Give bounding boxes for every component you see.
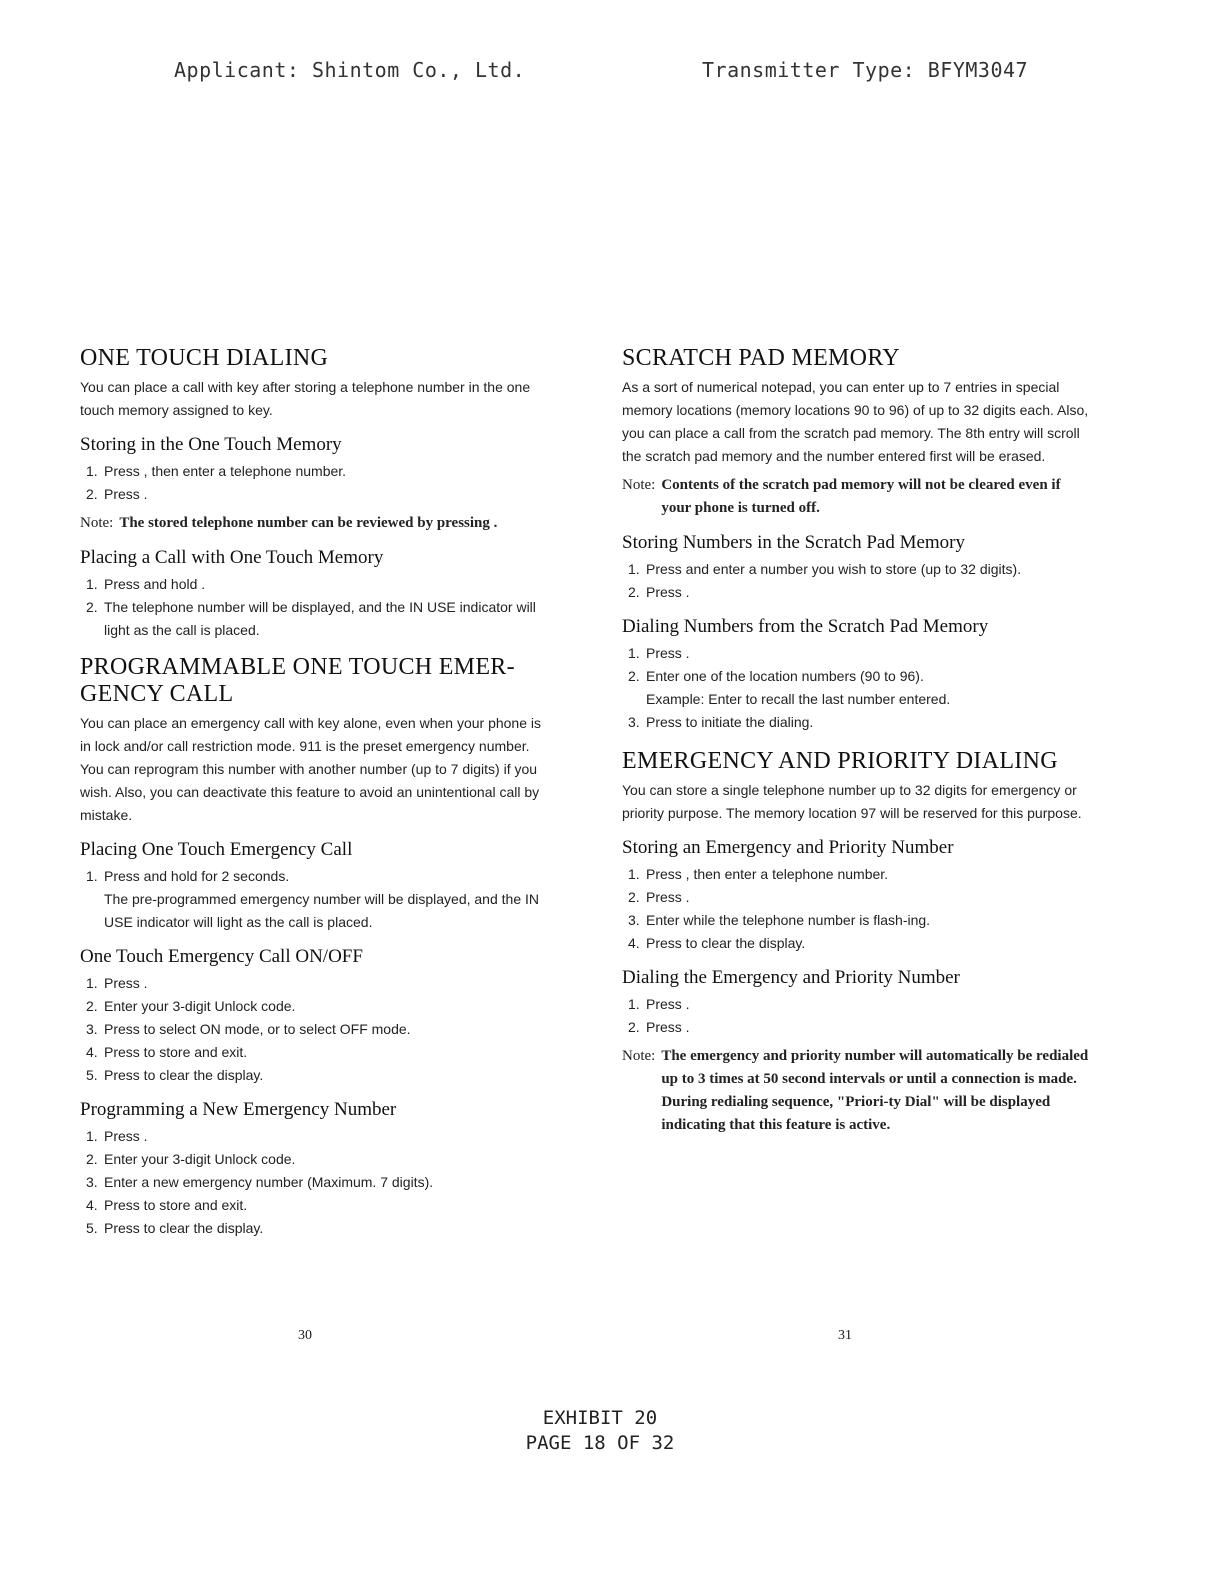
scratch-pad-body: As a sort of numerical notepad, you can enter up to 7 entries in special memory locations (memory locations 90 to 96) of up to 32 digits each. Also, you can place a call from the scratch pad memory. The 8th entry will scroll the scratch pad memory and the number entered first will be erased. [622,379,1089,464]
dialing-scratch-title: Dialing Numbers from the Scratch Pad Memory [622,616,989,637]
list-item: 1. Press . [628,996,690,1012]
list-item: 1. Press and enter a number you wish to store (up to 32 digits). [628,561,1022,577]
placing-emergency-list [80,865,550,934]
storing-one-touch-title: Storing in the One Touch Memory [80,434,342,455]
list-item: 1. Press . [86,1128,148,1144]
emergency-onoff-list [80,972,550,1087]
list-item: 4. Press to clear the display. [628,935,806,951]
list-item: 1. Press and hold . [86,576,206,592]
list-item: 1. Press , then enter a telephone number. [628,866,889,882]
programmable-emergency-title: PROGRAMMABLE ONE TOUCH EMER-GENCY CALL [80,654,515,707]
list-item: 2. The telephone number will be displayed, and the IN USE indicator will light as the call is placed. [86,599,536,638]
page-number-left: 30 [298,1328,312,1343]
right-column [622,345,1092,1137]
emergency-priority-note: Note: The emergency and priority number will automatically be redialed up to 3 times at 50 second intervals or until a connection is made. During redialing sequence, "Priori-ty Dial" will be displayed indicating that this feature is active. [622,1048,1089,1133]
list-item: 2. Press . [628,1019,690,1035]
programmable-emergency-body: You can place an emergency call with key alone, even when your phone is in lock and/or call restriction mode. 911 is the preset emergency number. You can reprogram this number with another number (up to 7 digits) if you wish. Also, you can deactivate this feature to avoid an unintentional call by mistake. [80,715,541,823]
storing-scratch-list [622,558,1092,604]
list-item: 3. Press to initiate the dialing. [628,714,814,730]
exhibit-page: PAGE 18 OF 32 [525,1432,675,1454]
list-item: 3. Enter while the telephone number is flash-ing. [628,912,931,928]
transmitter-header: Transmitter Type: BFYM3047 [702,58,1029,82]
scratch-pad-note: Note: Contents of the scratch pad memory will not be cleared even if your phone is turned off. [622,477,1061,516]
list-item: 2. Enter your 3-digit Unlock code. [86,998,296,1014]
left-column [80,345,550,1240]
one-touch-dialing-body: You can place a call with key after storing a telephone number in the one touch memory assigned to key. [80,379,531,418]
storing-emergency-title: Storing an Emergency and Priority Number [622,837,954,858]
placing-call-list [80,573,550,642]
exhibit-label: EXHIBIT 20 [542,1407,658,1429]
list-item: 2. Press . [86,486,148,502]
list-item: 1. Press and hold for 2 seconds. The pre-programmed emergency number will be displayed, and the IN USE indicator will light as the call is placed. [86,868,539,930]
applicant-header: Applicant: Shintom Co., Ltd. [174,58,526,82]
list-item: 5. Press to clear the display. [86,1220,264,1236]
list-item: 4. Press to store and exit. [86,1044,248,1060]
list-item: 2. Enter your 3-digit Unlock code. [86,1151,296,1167]
list-item: 2. Enter one of the location numbers (90 to 96). Example: Enter to recall the last number entered. [628,668,951,707]
placing-call-title: Placing a Call with One Touch Memory [80,547,384,568]
list-item: 3. Enter a new emergency number (Maximum. 7 digits). [86,1174,434,1190]
new-emergency-number-title: Programming a New Emergency Number [80,1099,397,1120]
list-item: 3. Press to select ON mode, or to select OFF mode. [86,1021,411,1037]
list-item: 5. Press to clear the display. [86,1067,264,1083]
list-item: 2. Press . [628,889,690,905]
storing-emergency-list [622,863,1092,955]
dialing-scratch-list [622,642,1092,734]
emergency-priority-title: EMERGENCY AND PRIORITY DIALING [622,748,1058,774]
emergency-priority-body: You can store a single telephone number up to 32 digits for emergency or priority purpose. The memory location 97 will be reserved for this purpose. [622,782,1082,821]
list-item: 1. Press . [628,645,690,661]
scratch-pad-title: SCRATCH PAD MEMORY [622,345,900,371]
list-item: 1. Press , then enter a telephone number. [86,463,347,479]
dialing-emergency-list [622,993,1092,1039]
storing-scratch-title: Storing Numbers in the Scratch Pad Memory [622,532,966,553]
placing-emergency-title: Placing One Touch Emergency Call [80,839,353,860]
exhibit-footer [0,1406,1200,1456]
list-item: 1. Press . [86,975,148,991]
one-touch-dialing-title: ONE TOUCH DIALING [80,345,329,371]
storing-note: Note: The stored telephone number can be reviewed by pressing . [80,515,498,531]
dialing-emergency-title: Dialing the Emergency and Priority Number [622,967,960,988]
list-item: 4. Press to store and exit. [86,1197,248,1213]
new-emergency-number-list [80,1125,550,1240]
page-number-right: 31 [838,1328,852,1343]
storing-one-touch-list [80,460,550,506]
emergency-onoff-title: One Touch Emergency Call ON/OFF [80,946,363,967]
list-item: 2. Press . [628,584,690,600]
